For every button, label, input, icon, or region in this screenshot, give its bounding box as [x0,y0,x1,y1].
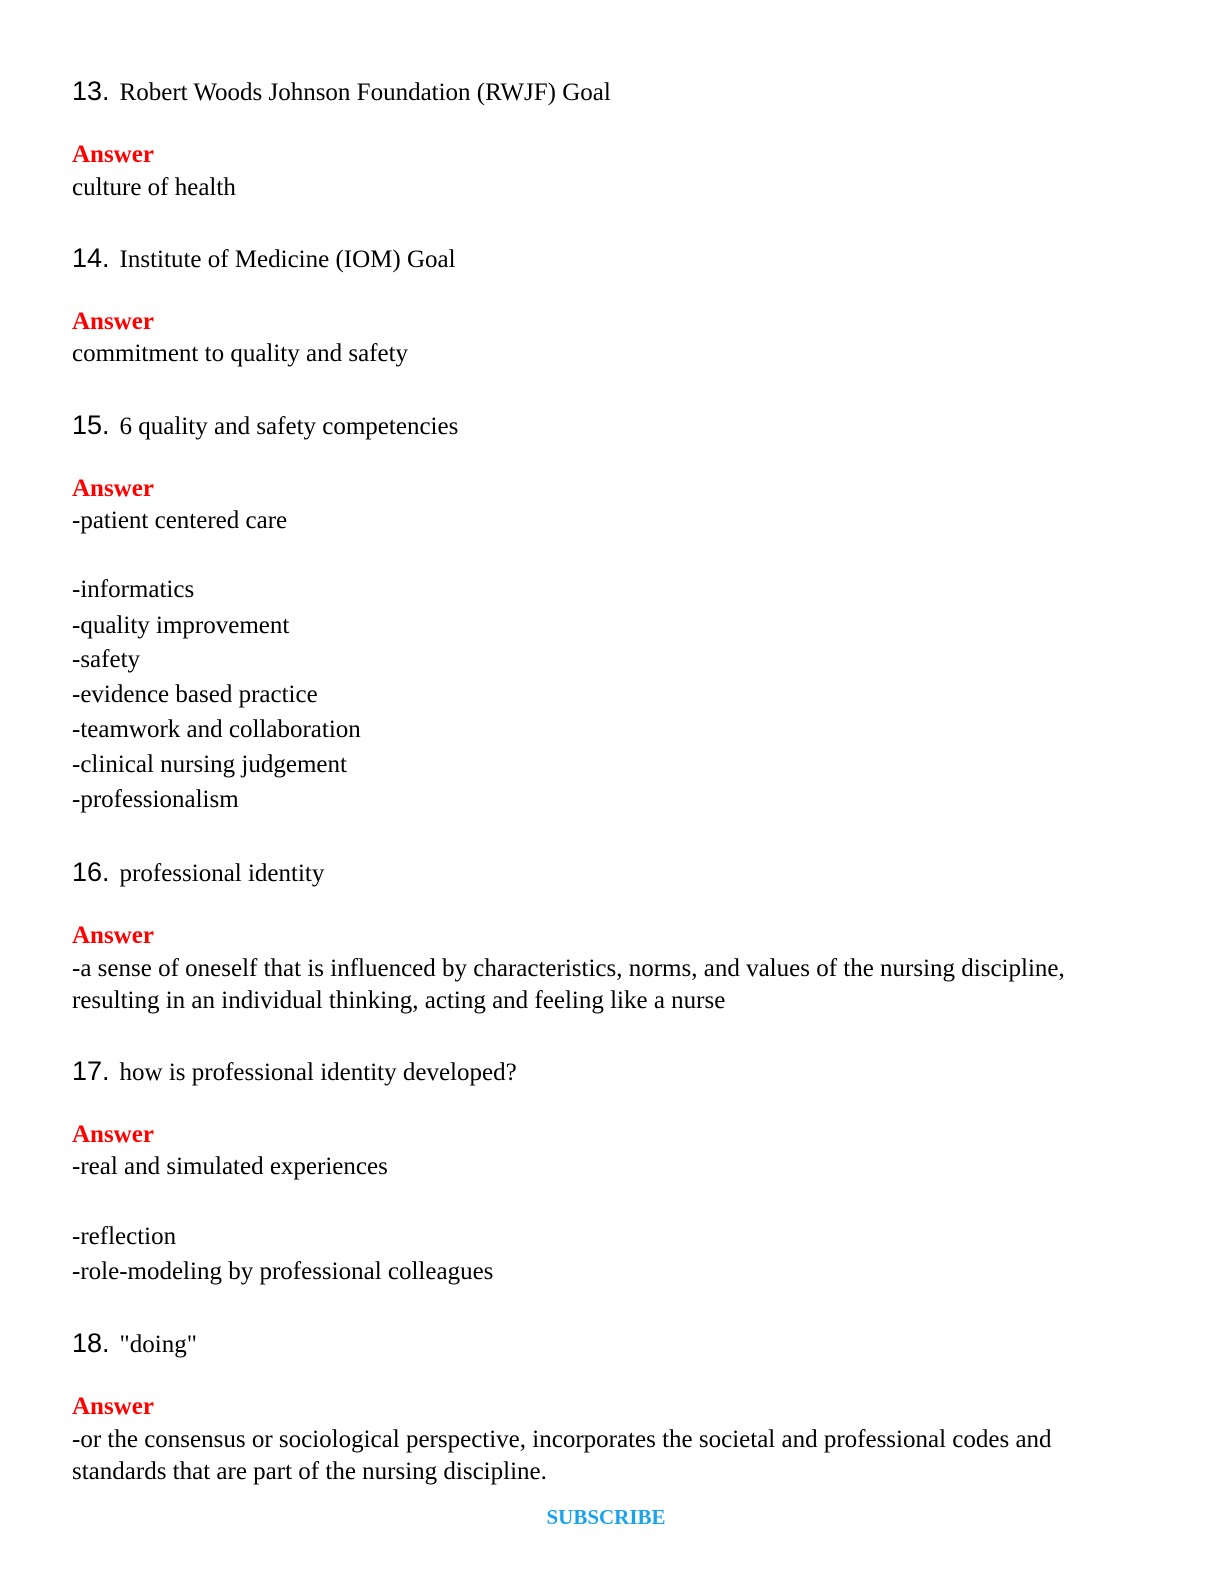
answer-15-label: Answer [72,475,154,502]
answer-15-line: -patient centered care [72,507,288,534]
question-14 [72,243,456,278]
answer-15-line: -clinical nursing judgement [72,751,347,778]
question-17-text: how is professional identity developed? [119,1059,517,1086]
answer-15-line: -professionalism [72,786,239,813]
answer-16-label: Answer [72,922,154,949]
question-17 [72,1056,517,1091]
question-18-number: 18. [72,1328,110,1358]
answer-17-line: -real and simulated experiences [72,1153,388,1180]
question-13-number: 13. [72,76,110,106]
question-18 [72,1328,197,1363]
question-13 [72,76,611,111]
answer-15-line: -quality improvement [72,612,290,639]
answer-14-text: commitment to quality and safety [72,340,409,367]
question-16 [72,857,324,892]
answer-17-line: -reflection [72,1223,177,1250]
answer-17-label: Answer [72,1121,154,1148]
question-15 [72,410,458,445]
question-14-text: Institute of Medicine (IOM) Goal [119,246,456,273]
subscribe-link[interactable]: SUBSCRIBE [546,1505,666,1529]
question-18-text: "doing" [119,1331,197,1358]
question-13-text: Robert Woods Johnson Foundation (RWJF) Goal [119,79,611,106]
question-15-text: 6 quality and safety competencies [119,413,459,440]
answer-15-line: -teamwork and collaboration [72,716,361,743]
answer-18-label: Answer [72,1393,154,1420]
answer-16-text: -a sense of oneself that is influenced by characteristics, norms, and values of the nursing discipline, resulting in an individual thinking, acting and feeling like a nurse [72,955,1065,1014]
answer-14-label: Answer [72,308,154,335]
question-16-text: professional identity [119,860,325,887]
question-17-number: 17. [72,1056,110,1086]
answer-15-line: -evidence based practice [72,681,318,708]
answer-13-text: culture of health [72,174,236,201]
answer-15-line: -safety [72,646,141,673]
question-16-number: 16. [72,857,110,887]
answer-15-line: -informatics [72,576,195,603]
answer-17-line: -role-modeling by professional colleagues [72,1258,494,1285]
question-15-number: 15. [72,410,110,440]
answer-18-text: -or the consensus or sociological perspective, incorporates the societal and professional codes and standards that are part of the nursing discipline. [72,1426,1052,1485]
answer-13-label: Answer [72,141,154,168]
question-14-number: 14. [72,243,110,273]
